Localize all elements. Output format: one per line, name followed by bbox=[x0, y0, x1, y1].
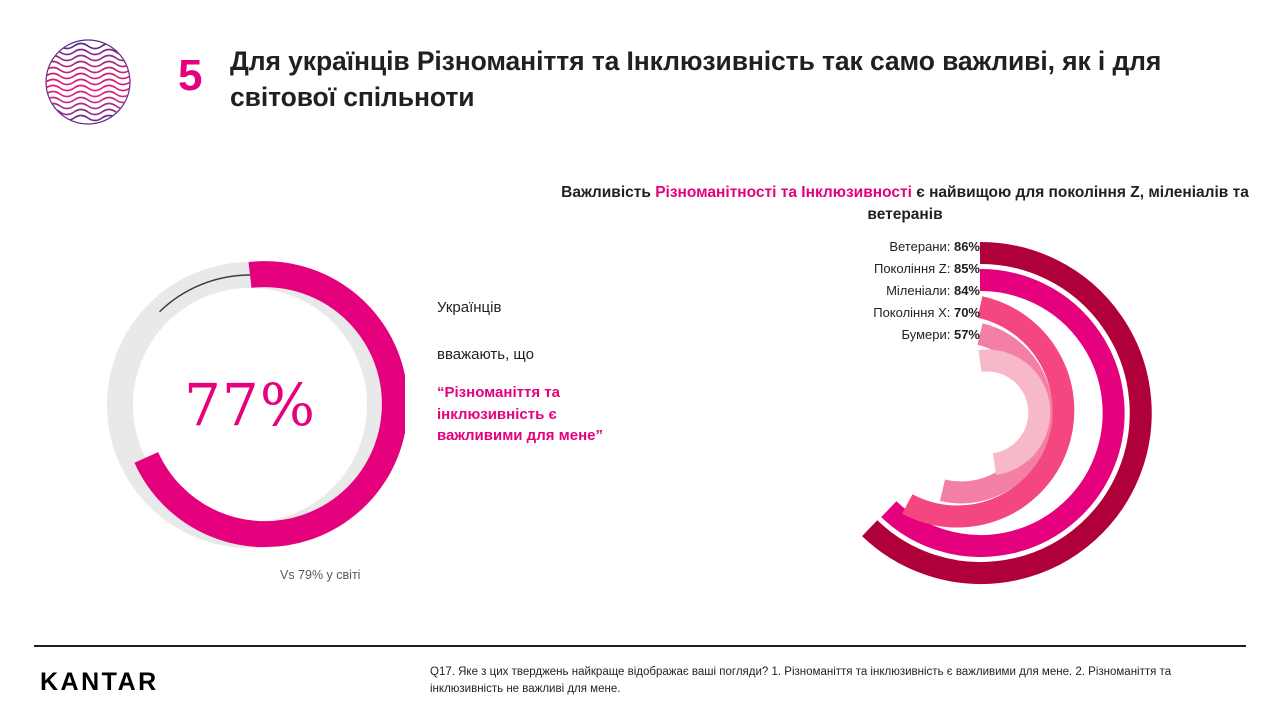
radial-title-highlight: Різноманітності та Інклюзивності bbox=[655, 184, 912, 201]
radial-label-veterans: Ветерани: 86% bbox=[889, 239, 980, 254]
radial-label-genz: Покоління Z: 85% bbox=[873, 261, 980, 276]
radial-label-boomers: Бумери: 57% bbox=[901, 327, 980, 342]
radial-title-part1: Важливість bbox=[561, 184, 656, 201]
radial-title-part2: є найвищою для покоління Z, міленіалів та ветеранів bbox=[867, 184, 1249, 224]
slide-number: 5 bbox=[178, 51, 203, 100]
overall-donut-chart bbox=[95, 250, 425, 580]
slide-header bbox=[30, 22, 1240, 132]
radial-label-genx: Покоління X: 70% bbox=[873, 305, 980, 320]
benchmark-note: Vs 79% у світі bbox=[280, 568, 361, 582]
radial-label-millennials: Міленіали: 84% bbox=[886, 283, 980, 298]
footnote-text: Q17. Яке з цих тверджень найкраще відображає ваші погляди? 1. Різноманіття та інклюзивність є важливими для мене. 2. Різноманіття та інклюзивність не важливі для мене. bbox=[430, 666, 1172, 695]
donut-graphic bbox=[95, 250, 405, 560]
donut-desc-line2: вважають, що bbox=[437, 345, 534, 363]
radial-chart-labels bbox=[770, 240, 980, 350]
donut-desc-line1: Українців bbox=[437, 299, 502, 316]
radial-chart-title bbox=[560, 182, 1250, 227]
donut-quote: “Різноманіття та інклюзивність є важливими для мене” bbox=[437, 383, 603, 445]
page-title: Для українців Різноманіття та Інклюзивність так само важливі, як і для світової спільноти bbox=[230, 46, 1162, 112]
kantar-circle-logo-icon bbox=[38, 32, 138, 132]
donut-value: 77% bbox=[184, 371, 316, 439]
brand-logo-text: KANTAR bbox=[40, 668, 159, 696]
footer-divider bbox=[34, 645, 1246, 647]
donut-description bbox=[437, 296, 637, 447]
